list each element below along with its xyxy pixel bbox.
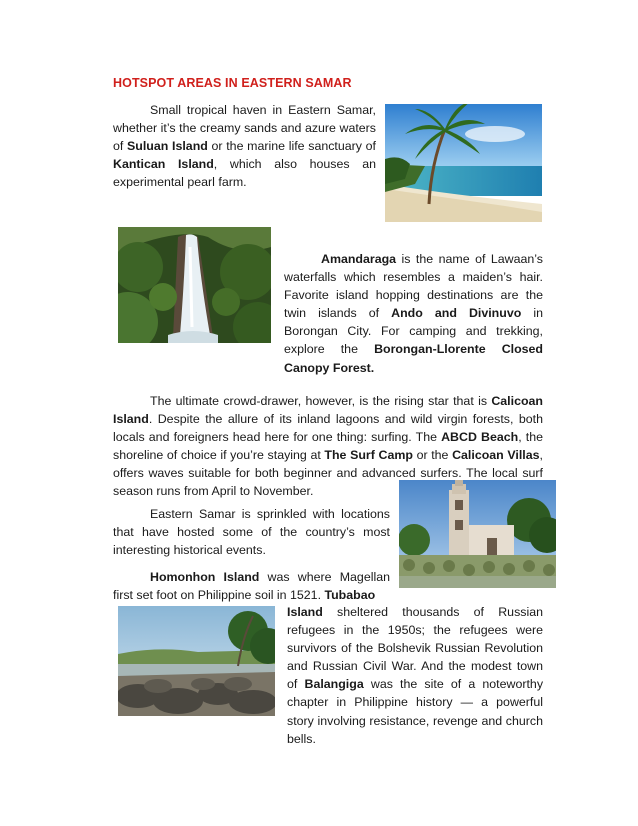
place-borongan-forest: Borongan-Llorente Closed Canopy Forest. xyxy=(284,342,544,375)
text: The ultimate crowd-drawer, however, is the rising star that is xyxy=(150,394,492,408)
church-photo xyxy=(399,480,556,588)
text: or the xyxy=(412,448,453,463)
beach-photo xyxy=(385,104,542,222)
place-calicoan-villas: Calicoan Villas xyxy=(452,448,540,463)
text: Small tropical haven in Eastern Samar, whether it’s the creamy sands and azure waters of xyxy=(113,103,376,154)
paragraph-tubabao-balangiga xyxy=(287,603,543,748)
place-balangiga: Balangiga xyxy=(304,677,364,692)
place-calicoan: Calicoan Island xyxy=(113,394,543,427)
waterfall-photo xyxy=(118,227,271,343)
text: , the shoreline of choice if you’re staying at xyxy=(113,430,543,463)
place-kantican: Kantican Island xyxy=(113,157,214,172)
text: was where Magellan first set foot on Philippine soil in 1521. xyxy=(113,570,390,603)
text: in Borongan City. For camping and trekking, explore the xyxy=(284,306,543,357)
text: , offers waves suitable for both beginner and advanced surfers. The local surf season runs from April to November. xyxy=(113,448,543,499)
place-suluan: Suluan Island xyxy=(127,139,208,154)
text: , which also houses an experimental pearl farm. xyxy=(113,157,377,190)
place-abcd-beach: ABCD Beach xyxy=(441,430,519,445)
rocky-shore-photo xyxy=(118,606,275,716)
place-homonhon: Homonhon Island xyxy=(150,570,260,584)
page-title: HOTSPOT AREAS IN EASTERN SAMAR xyxy=(113,76,352,90)
text: was the site of a noteworthy chapter in Philippine history — a powerful story involving resistance, revenge and church bells. xyxy=(287,677,544,746)
text: Eastern Samar is sprinkled with locations that have hosted some of the country’s most interesting historical events. xyxy=(113,507,390,558)
place-tubabao-island: Island xyxy=(287,605,323,619)
paragraph-suluan xyxy=(113,101,376,191)
place-amandaraga: Amandaraga xyxy=(321,252,397,266)
place-ando-divinuvo: Ando and Divinuvo xyxy=(391,306,522,321)
place-surf-camp: The Surf Camp xyxy=(324,448,413,463)
paragraph-amandaraga xyxy=(284,250,543,377)
paragraph-homonhon xyxy=(113,568,390,604)
text: is the name of Lawaan’s waterfalls which resembles a maiden’s hair. Favorite island hopping destinations are the twin islands of xyxy=(284,252,543,321)
place-tubabao: Tubabao xyxy=(324,588,376,603)
paragraph-historical xyxy=(113,505,390,559)
text: or the marine life sanctuary of xyxy=(207,139,376,154)
text: . Despite the allure of its inland lagoons and wild virgin forests, both locals and foreigners head here for one thing: surfing. The xyxy=(113,412,543,445)
text: sheltered thousands of Russian refugees in the 1950s; the refugees were survivors of the Bolshevik Russian Revolution and Russian Civil War. And the modest town of xyxy=(287,605,543,692)
